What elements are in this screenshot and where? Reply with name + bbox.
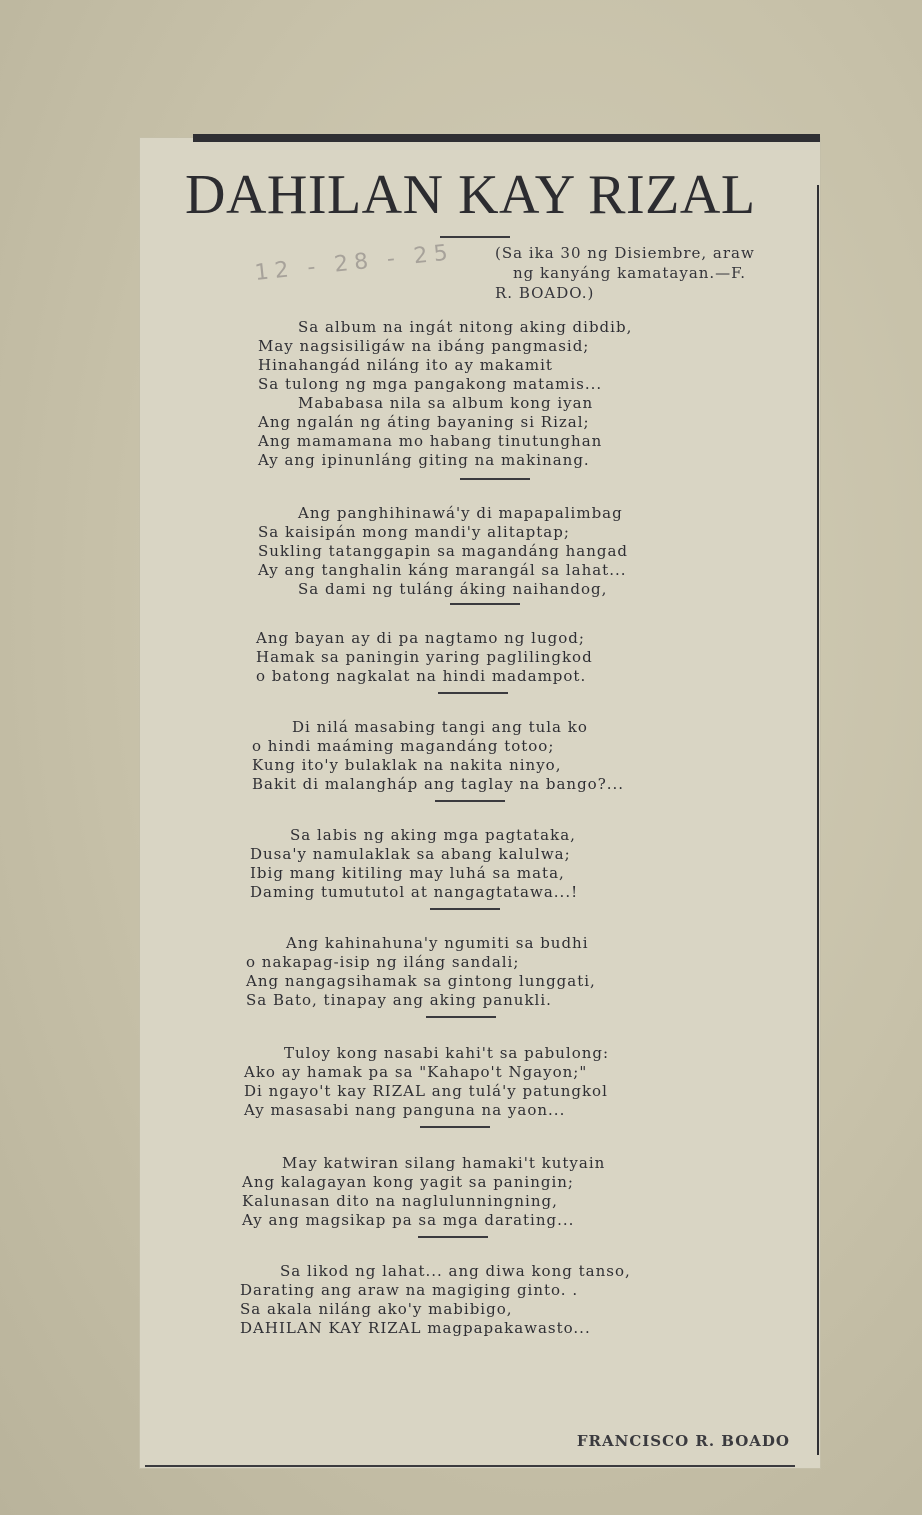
poem-line: Di ngayo't kay RIZAL ang tulá'y patungkol [244,1082,608,1100]
stanza [244,1044,800,1120]
poem-line: Sa Bato, tinapay ang aking panukli. [246,991,552,1009]
poem-line: Sa dami ng tuláng áking naihandog, [298,580,608,598]
poem-line: Ako ay hamak pa sa "Kahapo't Ngayon;" [244,1063,588,1081]
poem-line: Sa akala niláng ako'y mabibigo, [240,1300,513,1318]
stanza-divider [438,692,508,694]
poem-line: o nakapag-isip ng iláng sandali; [246,953,520,971]
stanza-divider [418,1236,488,1238]
poem-line: Ibig mang kitiling may luhá sa mata, [250,864,565,882]
stanza-divider [450,603,520,605]
poem-line: Darating ang araw na magiging ginto. . [240,1281,579,1299]
stanza [240,1262,800,1338]
poem-line: Ang mamamana mo habang tinutunghan [258,432,603,450]
poem-line: Kalunasan dito na naglulunningning, [242,1192,558,1210]
poem-title: DAHILAN KAY RIZAL [185,164,756,226]
poem-body [240,318,800,1338]
poem-line: Ay ang ipinunláng giting na makinang. [258,451,590,469]
author-signature: FRANCISCO R. BOADO [576,1432,790,1450]
poem-line: Ay ang magsikap pa sa mga darating... [242,1211,575,1229]
poem-line: Dusa'y namulaklak sa abang kalulwa; [250,845,571,863]
poem-line: DAHILAN KAY RIZAL magpapakawasto... [240,1319,591,1337]
poem-line: Ang kalagayan kong yagit sa paningin; [242,1173,574,1191]
poem-line: Ang ngalán ng áting bayaning si Rizal; [258,413,590,431]
poem-line: o batong nagkalat na hindi madampot. [256,667,587,685]
poem-line: Tuloy kong nasabi kahi't sa pabulong: [284,1044,610,1062]
right-border-line [817,185,819,1455]
poem-line: Hinahangád niláng ito ay makamit [258,356,553,374]
top-rule [193,134,820,142]
dedication-line: (Sa ika 30 ng Disiembre, araw [495,244,755,262]
stanza [258,504,800,599]
stanza [250,826,800,902]
poem-line: Sa tulong ng mga pangakong matamis... [258,375,603,393]
stanza-divider [420,1126,490,1128]
stanza [242,1154,800,1230]
stanza-divider [430,908,500,910]
poem-line: Bakit di malangháp ang taglay na bango?... [252,775,625,793]
poem-line: Sa album na ingát nitong aking dibdib, [298,318,633,336]
dedication-line: ng kanyáng kamatayan.—F. [513,264,747,282]
handwritten-date: 12 - 28 - 25 [253,240,455,286]
title-divider [440,236,510,238]
poem-line: Ang kahinahuna'y ngumiti sa budhi [286,934,589,952]
poem-line: Sa labis ng aking mga pagtataka, [290,826,576,844]
poem-line: Hamak sa paningin yaring paglilingkod [256,648,593,666]
poem-line: Sa likod ng lahat... ang diwa kong tanso, [280,1262,631,1280]
stanza [258,318,800,470]
poem-line: Ang nangagsihamak sa gintong lunggati, [246,972,596,990]
poem-line: Ang bayan ay di pa nagtamo ng lugod; [256,629,585,647]
poem-line: Ang panghihinawá'y di mapapalimbag [298,504,623,522]
poem-line: May nagsisiligáw na ibáng pangmasid; [258,337,590,355]
poem-line: Daming tumututol at nangagtatawa...! [250,883,579,901]
stanza-divider [426,1016,496,1018]
poem-line: May katwiran silang hamaki't kutyain [282,1154,606,1172]
poem-line: o hindi maáming magandáng totoo; [252,737,555,755]
stanza [246,934,800,1010]
poem-line: Ay ang tanghalin káng marangál sa lahat... [258,561,627,579]
dedication-line: R. BOADO.) [495,284,595,302]
poem-line: Di nilá masabing tangi ang tula ko [292,718,588,736]
poem-line: Kung ito'y bulaklak na nakita ninyo, [252,756,562,774]
stanza-divider [435,800,505,802]
dedication [495,243,815,303]
stanza [252,718,800,794]
poem-line: Ay masasabi nang panguna na yaon... [244,1101,566,1119]
stanza-divider [460,478,530,480]
poem-line: Mababasa nila sa album kong iyan [298,394,594,412]
bottom-rule [145,1465,795,1467]
stanza [256,629,800,686]
poem-line: Sa kaisipán mong mandi'y alitaptap; [258,523,570,541]
poem-line: Sukling tatanggapin sa magandáng hangad [258,542,628,560]
